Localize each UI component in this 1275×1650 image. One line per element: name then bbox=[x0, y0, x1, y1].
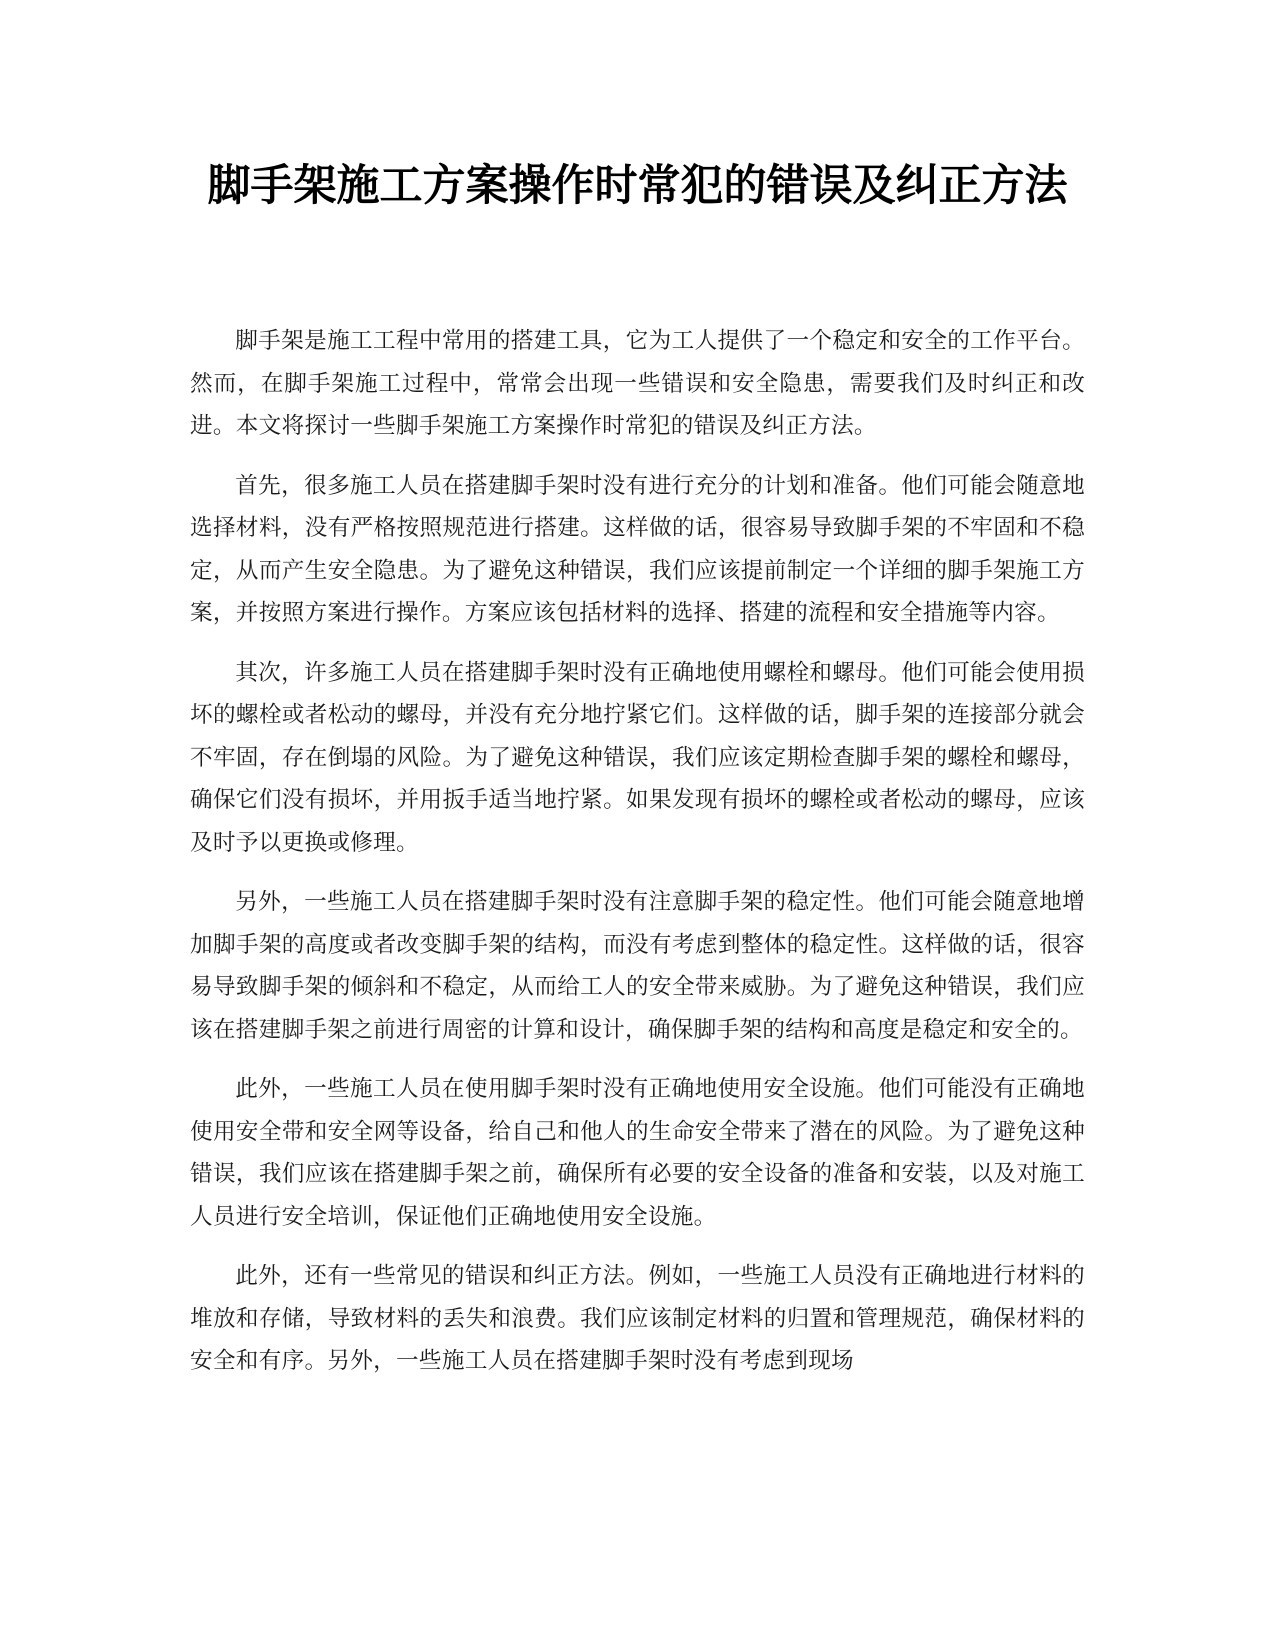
paragraph-intro: 脚手架是施工工程中常用的搭建工具，它为工人提供了一个稳定和安全的工作平台。然而，在脚手架施工过程中，常常会出现一些错误和安全隐患，需要我们及时纠正和改进。本文将探讨一些脚手架施工方案操作时常犯的错误及纠正方法。 bbox=[190, 328, 1085, 439]
paragraph-stability: 另外，一些施工人员在搭建脚手架时没有注意脚手架的稳定性。他们可能会随意地增加脚手架的高度或者改变脚手架的结构，而没有考虑到整体的稳定性。这样做的话，很容易导致脚手架的倾斜和不稳定，从而给工人的安全带来威胁。为了避免这种错误，我们应该在搭建脚手架之前进行周密的计算和设计，确保脚手架的结构和高度是稳定和安全的。 bbox=[190, 889, 1085, 1043]
document-body bbox=[190, 320, 1085, 1400]
paragraph-planning: 首先，很多施工人员在搭建脚手架时没有进行充分的计划和准备。他们可能会随意地选择材料，没有严格按照规范进行搭建。这样做的话，很容易导致脚手架的不牢固和不稳定，从而产生安全隐患。为了避免这种错误，我们应该提前制定一个详细的脚手架施工方案，并按照方案进行操作。方案应该包括材料的选择、搭建的流程和安全措施等内容。 bbox=[190, 472, 1085, 626]
document-title: 脚手架施工方案操作时常犯的错误及纠正方法 bbox=[207, 161, 1068, 211]
paragraph-safety-equipment: 此外，一些施工人员在使用脚手架时没有正确地使用安全设施。他们可能没有正确地使用安全带和安全网等设备，给自己和他人的生命安全带来了潜在的风险。为了避免这种错误，我们应该在搭建脚手架之前，确保所有必要的安全设备的准备和安装，以及对施工人员进行安全培训，保证他们正确地使用安全设施。 bbox=[190, 1076, 1085, 1230]
paragraph-bolts: 其次，许多施工人员在搭建脚手架时没有正确地使用螺栓和螺母。他们可能会使用损坏的螺栓或者松动的螺母，并没有充分地拧紧它们。这样做的话，脚手架的连接部分就会不牢固，存在倒塌的风险。为了避免这种错误，我们应该定期检查脚手架的螺栓和螺母，确保它们没有损坏，并用扳手适当地拧紧。如果发现有损坏的螺栓或者松动的螺母，应该及时予以更换或修理。 bbox=[190, 659, 1085, 856]
paragraph-other-errors: 此外，还有一些常见的错误和纠正方法。例如，一些施工人员没有正确地进行材料的堆放和存储，导致材料的丢失和浪费。我们应该制定材料的归置和管理规范，确保材料的安全和有序。另外，一些施工人员在搭建脚手架时没有考虑到现场 bbox=[190, 1263, 1085, 1374]
